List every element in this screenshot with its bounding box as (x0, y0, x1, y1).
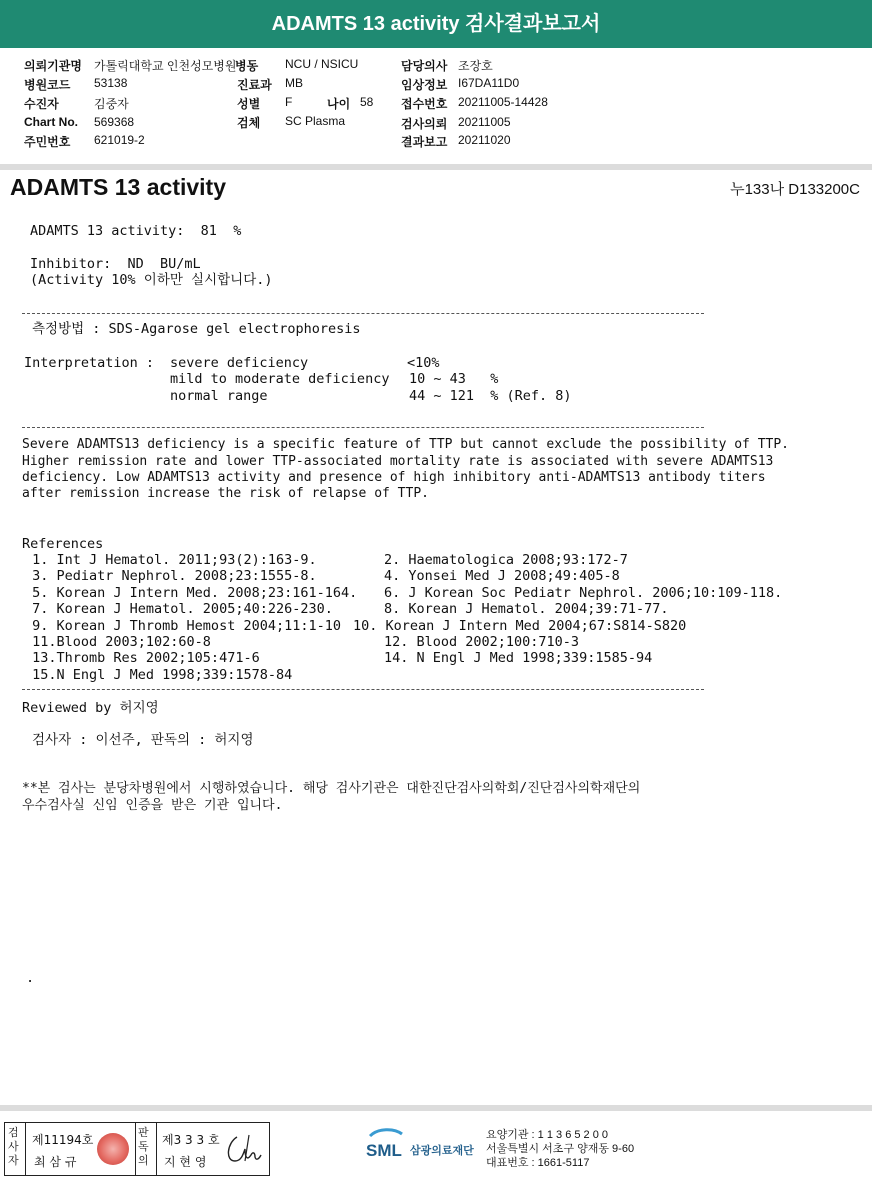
comment-line: Higher remission rate and lower TTP-associated mortality rate is associated with severe ADAMTS13 (22, 454, 774, 469)
info-key: 수진자 (24, 97, 59, 111)
reference-item: 3. Pediatr Nephrol. 2008;23:1555-8. (24, 568, 317, 584)
info-key: 임상정보 (401, 78, 448, 92)
interpretation-range: 44 ~ 121 % (Ref. 8) (409, 388, 572, 404)
info-value: 53138 (94, 76, 128, 90)
patient-info (0, 55, 872, 153)
section-divider (0, 164, 872, 170)
info-value: 20211005-14428 (458, 95, 548, 109)
lab-info (486, 1128, 634, 1170)
info-key: 병원코드 (24, 78, 71, 92)
info-value: 569368 (94, 115, 135, 129)
sml-logo-text: SML (366, 1141, 402, 1160)
reviewed-by: Reviewed by 허지영 (22, 700, 159, 716)
info-value: F (285, 95, 293, 109)
info-key: 병동 (235, 59, 259, 73)
info-value: 조장호 (458, 59, 493, 73)
info-key: 진료과 (237, 78, 272, 92)
footer (0, 1110, 872, 1185)
info-key: 성별 (237, 97, 261, 111)
org-name: 삼광의료재단 (410, 1145, 474, 1157)
examiner-line: 검사자 : 이선주, 판독의 : 허지영 (32, 732, 254, 748)
org-address: 서울특별시 서초구 양재동 9-60 (486, 1143, 635, 1155)
page-title: ADAMTS 13 activity (10, 174, 227, 200)
comment-line: after remission increase the risk of relapse of TTP. (22, 486, 429, 501)
reader-license: 제3 3 3 호 (162, 1133, 220, 1147)
reference-item: 11.Blood 2003;102:60-8 (24, 634, 211, 650)
info-value: 621019-2 (94, 133, 145, 147)
cell-divider (156, 1123, 157, 1175)
info-value: 20211020 (458, 133, 511, 147)
interpretation-item: normal range (170, 388, 268, 404)
stray-dot: . (26, 970, 35, 986)
reference-item: 6. J Korean Soc Pediatr Nephrol. 2006;10:109-118. (384, 585, 783, 601)
info-key: 접수번호 (401, 97, 448, 111)
dashed-divider (22, 313, 704, 314)
notice-line: 우수검사실 신임 인증을 받은 기관 입니다. (22, 798, 283, 813)
seal-icon (97, 1133, 129, 1165)
cell-divider (25, 1123, 26, 1175)
reference-item: 9. Korean J Thromb Hemost 2004;11:1-10 (24, 618, 341, 634)
sml-logo-icon (364, 1126, 408, 1160)
reference-item: 5. Korean J Intern Med. 2008;23:161-164. (24, 585, 358, 601)
info-key: 담당의사 (401, 59, 448, 73)
info-key: 검체 (237, 116, 261, 130)
info-key: 의뢰기관명 (24, 59, 82, 73)
report-code: 누133나 D133200C (730, 181, 860, 198)
reference-item: 15.N Engl J Med 1998;339:1578-84 (24, 667, 293, 683)
info-key: 검사의뢰 (401, 117, 448, 131)
info-value: NCU / NSICU (285, 57, 359, 71)
interpretation-item: mild to moderate deficiency (170, 371, 390, 387)
comment-line: Severe ADAMTS13 deficiency is a specific feature of TTP but cannot exclude the possibility of TTP. (22, 437, 790, 452)
reference-item: 2. Haematologica 2008;93:172-7 (384, 552, 628, 568)
examiner-license: 제11194호 (32, 1133, 94, 1147)
reference-item: 8. Korean J Hematol. 2004;39:71-77. (384, 601, 669, 617)
examiner-name: 최 삼 규 (34, 1155, 77, 1169)
reader-name: 지 현 영 (164, 1155, 207, 1169)
reference-item: 10. Korean J Intern Med 2004;67:S814-S820 (353, 618, 687, 634)
interpretation-range: 10 ~ 43 % (409, 371, 499, 387)
dashed-divider (22, 689, 704, 690)
signature-icon (223, 1131, 263, 1167)
reference-item: 7. Korean J Hematol. 2005;40:226-230. (24, 601, 333, 617)
info-key: 주민번호 (24, 135, 71, 149)
info-value: 20211005 (458, 115, 511, 129)
signature-box (4, 1122, 270, 1176)
method-line: 측정방법 : SDS-Agarose gel electrophoresis (32, 321, 361, 337)
report-header: ADAMTS 13 activity 검사결과보고서 (0, 0, 872, 48)
info-value: MB (285, 76, 303, 90)
info-value: 가톨릭대학교 인천성모병원 (94, 59, 237, 73)
reader-label: 판독의 (138, 1126, 149, 1167)
cell-divider (135, 1123, 136, 1175)
reference-item: 1. Int J Hematol. 2011;93(2):163-9. (24, 552, 317, 568)
inhibitor-result: Inhibitor: ND BU/mL (30, 256, 201, 272)
org-phone: 대표번호 : 1661-5117 (486, 1157, 590, 1169)
info-key: 나이 (327, 97, 351, 111)
examiner-label: 검사자 (8, 1126, 19, 1167)
info-value: I67DA11D0 (458, 76, 520, 90)
info-value: SC Plasma (285, 114, 346, 128)
interpretation-item: severe deficiency (170, 355, 309, 371)
activity-result: ADAMTS 13 activity: 81 % (30, 223, 242, 239)
info-value: 김중자 (94, 97, 129, 111)
inhibitor-note: (Activity 10% 이하만 실시합니다.) (30, 272, 273, 288)
references-title: References (22, 536, 104, 552)
reference-item: 14. N Engl J Med 1998;339:1585-94 (384, 650, 653, 666)
reference-item: 4. Yonsei Med J 2008;49:405-8 (384, 568, 620, 584)
info-key: Chart No. (24, 115, 78, 129)
org-code: 요양기관 : 1 1 3 6 5 2 0 0 (486, 1129, 609, 1141)
info-key: 결과보고 (401, 135, 448, 149)
info-value: 58 (360, 95, 374, 109)
comment-line: deficiency. Low ADAMTS13 activity and presence of high inhibitory anti-ADAMTS13 antibody titers (22, 470, 766, 485)
reference-item: 13.Thromb Res 2002;105:471-6 (24, 650, 260, 666)
dashed-divider (22, 427, 704, 428)
notice-line: **본 검사는 분당차병원에서 시행하였습니다. 해당 검사기관은 대한진단검사의학회/진단검사의학재단의 (22, 781, 641, 796)
interpretation-range: <10% (407, 355, 440, 371)
interpretation-label: Interpretation : (24, 355, 155, 371)
reference-item: 12. Blood 2002;100:710-3 (384, 634, 580, 650)
